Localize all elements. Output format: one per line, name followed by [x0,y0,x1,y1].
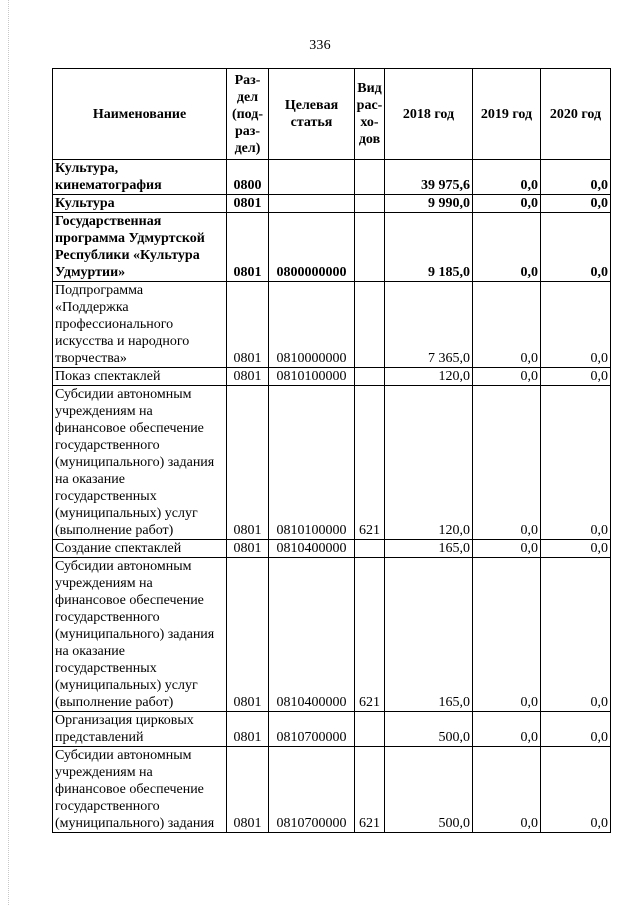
budget-table [52,68,611,833]
header-2019: 2019 год [473,69,541,160]
row-2018-cell: 39 975,6 [385,160,473,195]
row-section-cell: 0801 [227,368,269,386]
row-2018-cell: 165,0 [385,540,473,558]
row-article-cell: 0810400000 [269,540,355,558]
row-expense-cell [355,712,385,747]
row-expense-cell: 621 [355,386,385,540]
row-section-cell: 0801 [227,282,269,368]
header-section: Раз- дел (под- раз- дел) [227,69,269,160]
table-row [53,747,611,833]
header-2020: 2020 год [541,69,611,160]
header-expense-type: Вид рас- хо- дов [355,69,385,160]
row-2020-cell: 0,0 [541,368,611,386]
row-section-cell: 0801 [227,195,269,213]
row-name-cell: Субсидии автономным учреждениям на финансовое обеспечение государственного (муниципального) задания на оказание государственных (муниципальных) услуг (выполнение работ) [53,386,227,540]
row-2019-cell: 0,0 [473,282,541,368]
row-name-cell: Создание спектаклей [53,540,227,558]
row-expense-cell: 621 [355,558,385,712]
row-section-cell: 0801 [227,747,269,833]
row-expense-cell [355,195,385,213]
row-2019-cell: 0,0 [473,386,541,540]
row-expense-cell [355,540,385,558]
row-2018-cell: 165,0 [385,558,473,712]
row-article-cell: 0810700000 [269,747,355,833]
row-2018-cell: 500,0 [385,747,473,833]
row-name-cell: Культура, кинематография [53,160,227,195]
table-row [53,213,611,282]
row-name-cell: Культура [53,195,227,213]
row-2020-cell: 0,0 [541,712,611,747]
row-name-cell: Организация цирковых представлений [53,712,227,747]
row-2018-cell: 120,0 [385,386,473,540]
row-section-cell: 0801 [227,213,269,282]
table-row [53,195,611,213]
row-name-cell: Субсидии автономным учреждениям на финансовое обеспечение государственного (муниципального) задания на оказание государственных (муниципальных) услуг (выполнение работ) [53,558,227,712]
row-2018-cell: 9 990,0 [385,195,473,213]
row-2020-cell: 0,0 [541,213,611,282]
row-section-cell: 0800 [227,160,269,195]
row-article-cell: 0810100000 [269,368,355,386]
table-header-row [53,69,611,160]
row-2020-cell: 0,0 [541,558,611,712]
row-article-cell: 0810000000 [269,282,355,368]
row-2020-cell: 0,0 [541,747,611,833]
row-article-cell: 0810400000 [269,558,355,712]
header-article: Целевая статья [269,69,355,160]
row-2020-cell: 0,0 [541,160,611,195]
row-article-cell: 0810100000 [269,386,355,540]
row-section-cell: 0801 [227,558,269,712]
row-name-cell: Подпрограмма «Поддержка профессионального искусства и народного творчества» [53,282,227,368]
header-2018: 2018 год [385,69,473,160]
header-name: Наименование [53,69,227,160]
row-2019-cell: 0,0 [473,558,541,712]
page-number: 336 [309,38,331,53]
row-section-cell: 0801 [227,712,269,747]
row-expense-cell [355,282,385,368]
table-row [53,386,611,540]
row-section-cell: 0801 [227,540,269,558]
row-2020-cell: 0,0 [541,386,611,540]
row-2019-cell: 0,0 [473,368,541,386]
row-2019-cell: 0,0 [473,213,541,282]
row-2018-cell: 500,0 [385,712,473,747]
row-name-cell: Государственная программа Удмуртской Республики «Культура Удмуртии» [53,213,227,282]
row-2020-cell: 0,0 [541,282,611,368]
scan-edge-mark [8,0,10,905]
row-2018-cell: 7 365,0 [385,282,473,368]
row-2019-cell: 0,0 [473,195,541,213]
row-2019-cell: 0,0 [473,160,541,195]
row-name-cell: Субсидии автономным учреждениям на финансовое обеспечение государственного (муниципального) задания [53,747,227,833]
row-section-cell: 0801 [227,386,269,540]
row-name-cell: Показ спектаклей [53,368,227,386]
row-expense-cell [355,213,385,282]
row-2019-cell: 0,0 [473,712,541,747]
row-2020-cell: 0,0 [541,195,611,213]
row-article-cell [269,160,355,195]
table-row [53,282,611,368]
row-2020-cell: 0,0 [541,540,611,558]
row-2019-cell: 0,0 [473,747,541,833]
table-row [53,558,611,712]
row-article-cell: 0810700000 [269,712,355,747]
table-row [53,540,611,558]
row-2018-cell: 9 185,0 [385,213,473,282]
row-expense-cell [355,368,385,386]
row-article-cell: 0800000000 [269,213,355,282]
table-row [53,160,611,195]
table-row [53,712,611,747]
row-expense-cell [355,160,385,195]
row-article-cell [269,195,355,213]
table-row [53,368,611,386]
row-expense-cell: 621 [355,747,385,833]
row-2019-cell: 0,0 [473,540,541,558]
row-2018-cell: 120,0 [385,368,473,386]
